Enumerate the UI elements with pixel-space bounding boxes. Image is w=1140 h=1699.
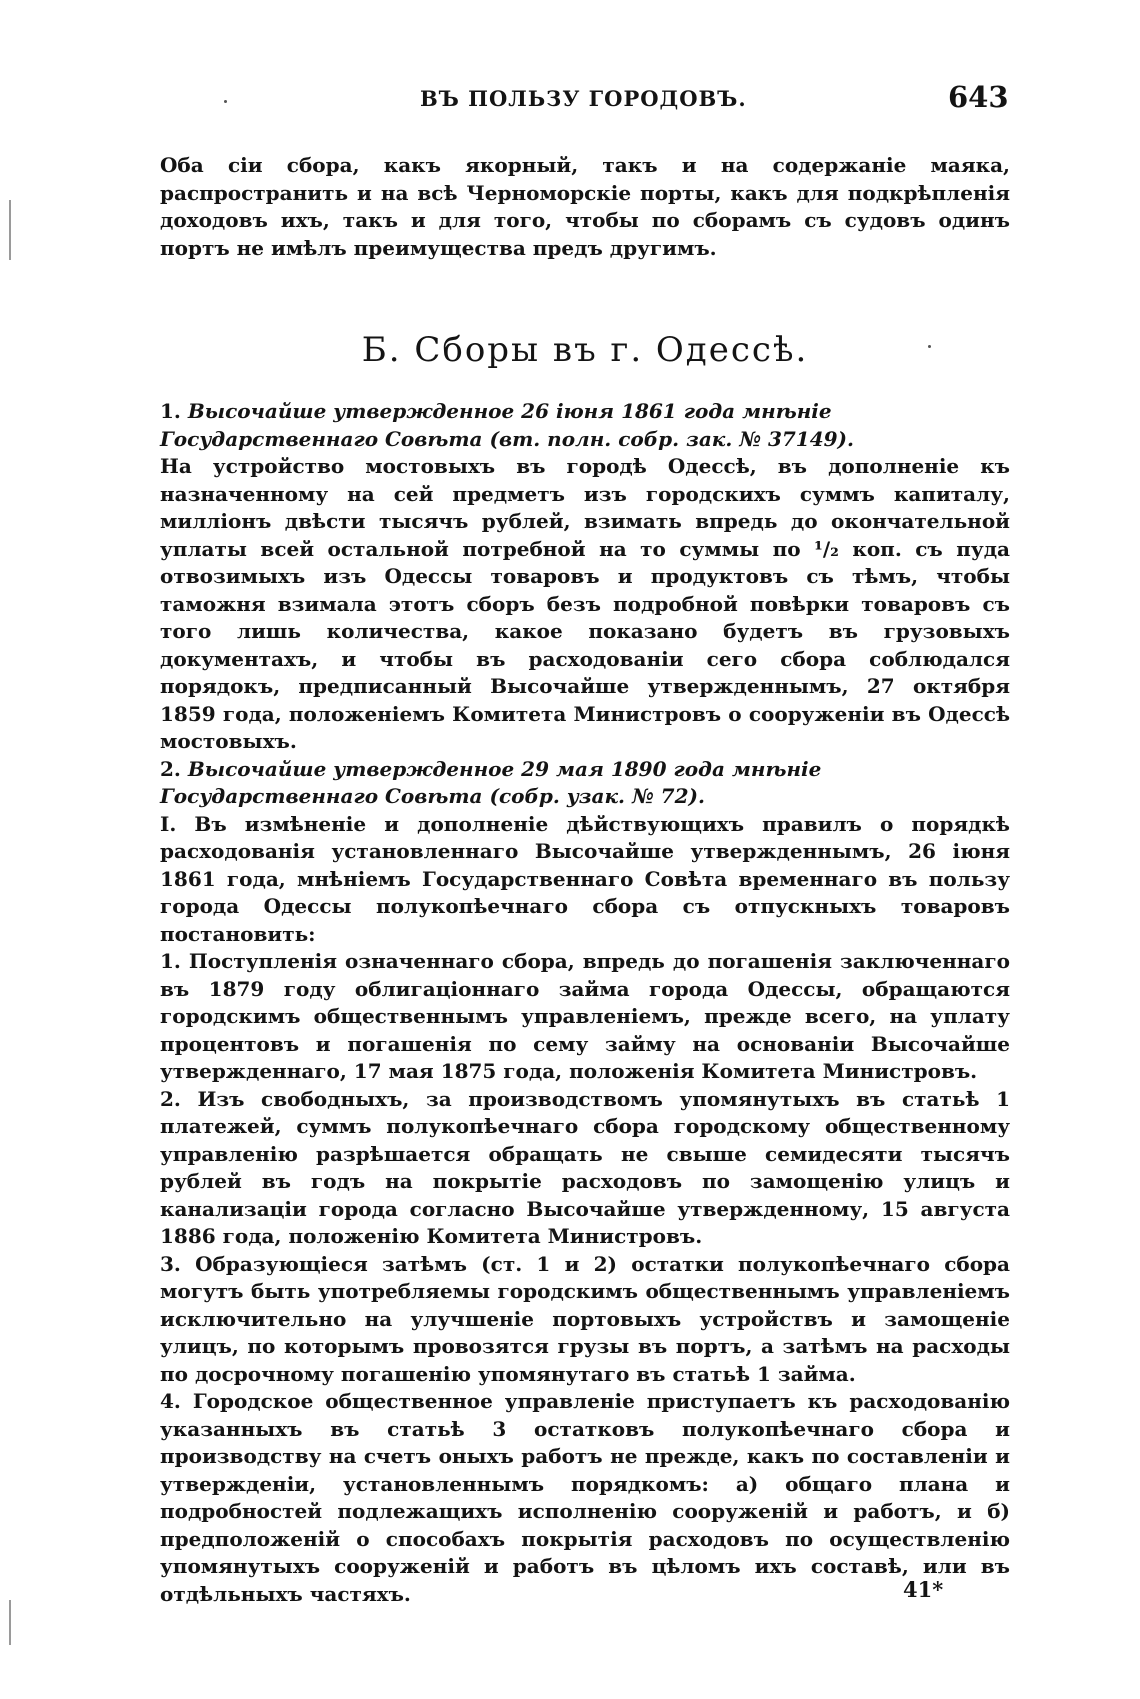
scan-margin-mark [9, 1600, 11, 1645]
decree-2-intro: I. Въ измѣненіе и дополненіе дѣйствующихъ правилъ о порядкѣ расходованія установленнаго Высочайше утвержденнымъ, 26 іюня 1861 года, мнѣніемъ Государственнаго Совѣта временнаго въ пользу города Одессы полукопѣечнаго сбора съ отпускныхъ товаровъ постановить: [160, 811, 1010, 946]
decree-1-title: Высочайше утвержденное 26 іюня 1861 года мнѣніе Государственнаго Совѣта (вт. полн. собр. зак. № 37149). [160, 399, 854, 451]
decree-2-title: Высочайше утвержденное 29 мая 1890 года мнѣніе Государственнаго Совѣта (собр. узак. № 72). [160, 756, 822, 808]
decree-2-number: 2. [160, 756, 181, 781]
decree-2-item: 3. Образующіеся затѣмъ (ст. 1 и 2) остатки полукопѣечнаго сбора могутъ быть употребляемы городскимъ общественнымъ управленіемъ исключительно на улучшеніе портовыхъ устройствъ и замощеніе улицъ, по которымъ провозятся грузы въ портъ, а затѣмъ на расходы по досрочному погашенію упомянутаго въ статьѣ 1 займа. [160, 1251, 1010, 1386]
intro-block [160, 152, 1010, 262]
scan-margin-mark [9, 200, 11, 260]
intro-paragraph: Оба сіи сбора, какъ якорный, такъ и на содержаніе маяка, распространить и на всѣ Черноморскіе порты, какъ для подкрѣпленія доходовъ ихъ, такъ и для того, чтобы по сборамъ съ судовъ одинъ портъ не имѣлъ преимущества предъ другимъ. [160, 153, 1010, 260]
section-title: Б. Сборы въ г. Одессѣ. [361, 330, 809, 370]
running-head: ВЪ ПОЛЬЗУ ГОРОДОВЪ. [420, 86, 747, 111]
scan-speck [224, 100, 227, 103]
decree-2-item: 4. Городское общественное управленіе приступаетъ къ расходованію указанныхъ въ статьѣ 3 остатковъ полукопѣечнаго сбора и производству на счетъ оныхъ работъ не прежде, какъ по составленіи и утвержденіи, установленнымъ порядкомъ: а) общаго плана и подробностей подлежащихъ исполненію сооруженій и работъ, и б) предположеній о способахъ покрытія расходовъ по осуществленію упомянутыхъ сооруженій и работъ въ цѣломъ ихъ составѣ, или въ отдѣльныхъ частяхъ. [160, 1389, 1010, 1606]
decree-1-heading [160, 398, 1010, 453]
decree-2-heading [160, 756, 1010, 811]
decree-2-item: 2. Изъ свободныхъ, за производствомъ упомянутыхъ въ статьѣ 1 платежей, суммъ полукопѣечнаго сбора городскому общественному управленію разрѣшается обращать не свыше семидесяти тысячъ рублей въ годъ на покрытіе расходовъ по замощенію улицъ и канализаціи города согласно Высочайше утвержденному, 15 августа 1886 года, положенію Комитета Министровъ. [160, 1086, 1010, 1248]
signature-mark: 41* [903, 1577, 944, 1602]
decree-2-item: 1. Поступленія означеннаго сбора, впредь до погашенія заключеннаго въ 1879 году облигаціоннаго займа города Одессы, обращаются городскимъ общественнымъ управленіемъ, прежде всего, на уплату процентовъ и погашенія по сему займу на основаніи Высочайше утвержденнаго, 17 мая 1875 года, положенія Комитета Министровъ. [160, 949, 1010, 1083]
main-text [160, 398, 1010, 1608]
page-number: 643 [948, 80, 1009, 114]
decree-1-text: На устройство мостовыхъ въ городѣ Одессѣ, въ дополненіе къ назначенному на сей предметъ изъ городскихъ суммъ капиталу, милліонъ двѣсти тысячъ рублей, взимать впредь до окончательной уплаты всей остальной потребной на то суммы по ¹/₂ коп. съ пуда отвозимыхъ изъ Одессы товаровъ и продуктовъ съ тѣмъ, чтобы таможня взимала этотъ сборъ безъ подробной повѣрки товаровъ съ того лишь количества, какое показано будетъ въ грузовыхъ документахъ, и чтобы въ расходованіи сего сбора соблюдался порядокъ, предписанный Высочайше утвержденнымъ, 27 октября 1859 года, положеніемъ Комитета Министровъ о сооруженіи въ Одессѣ мостовыхъ. [160, 454, 1010, 753]
decree-1-number: 1. [160, 399, 181, 423]
